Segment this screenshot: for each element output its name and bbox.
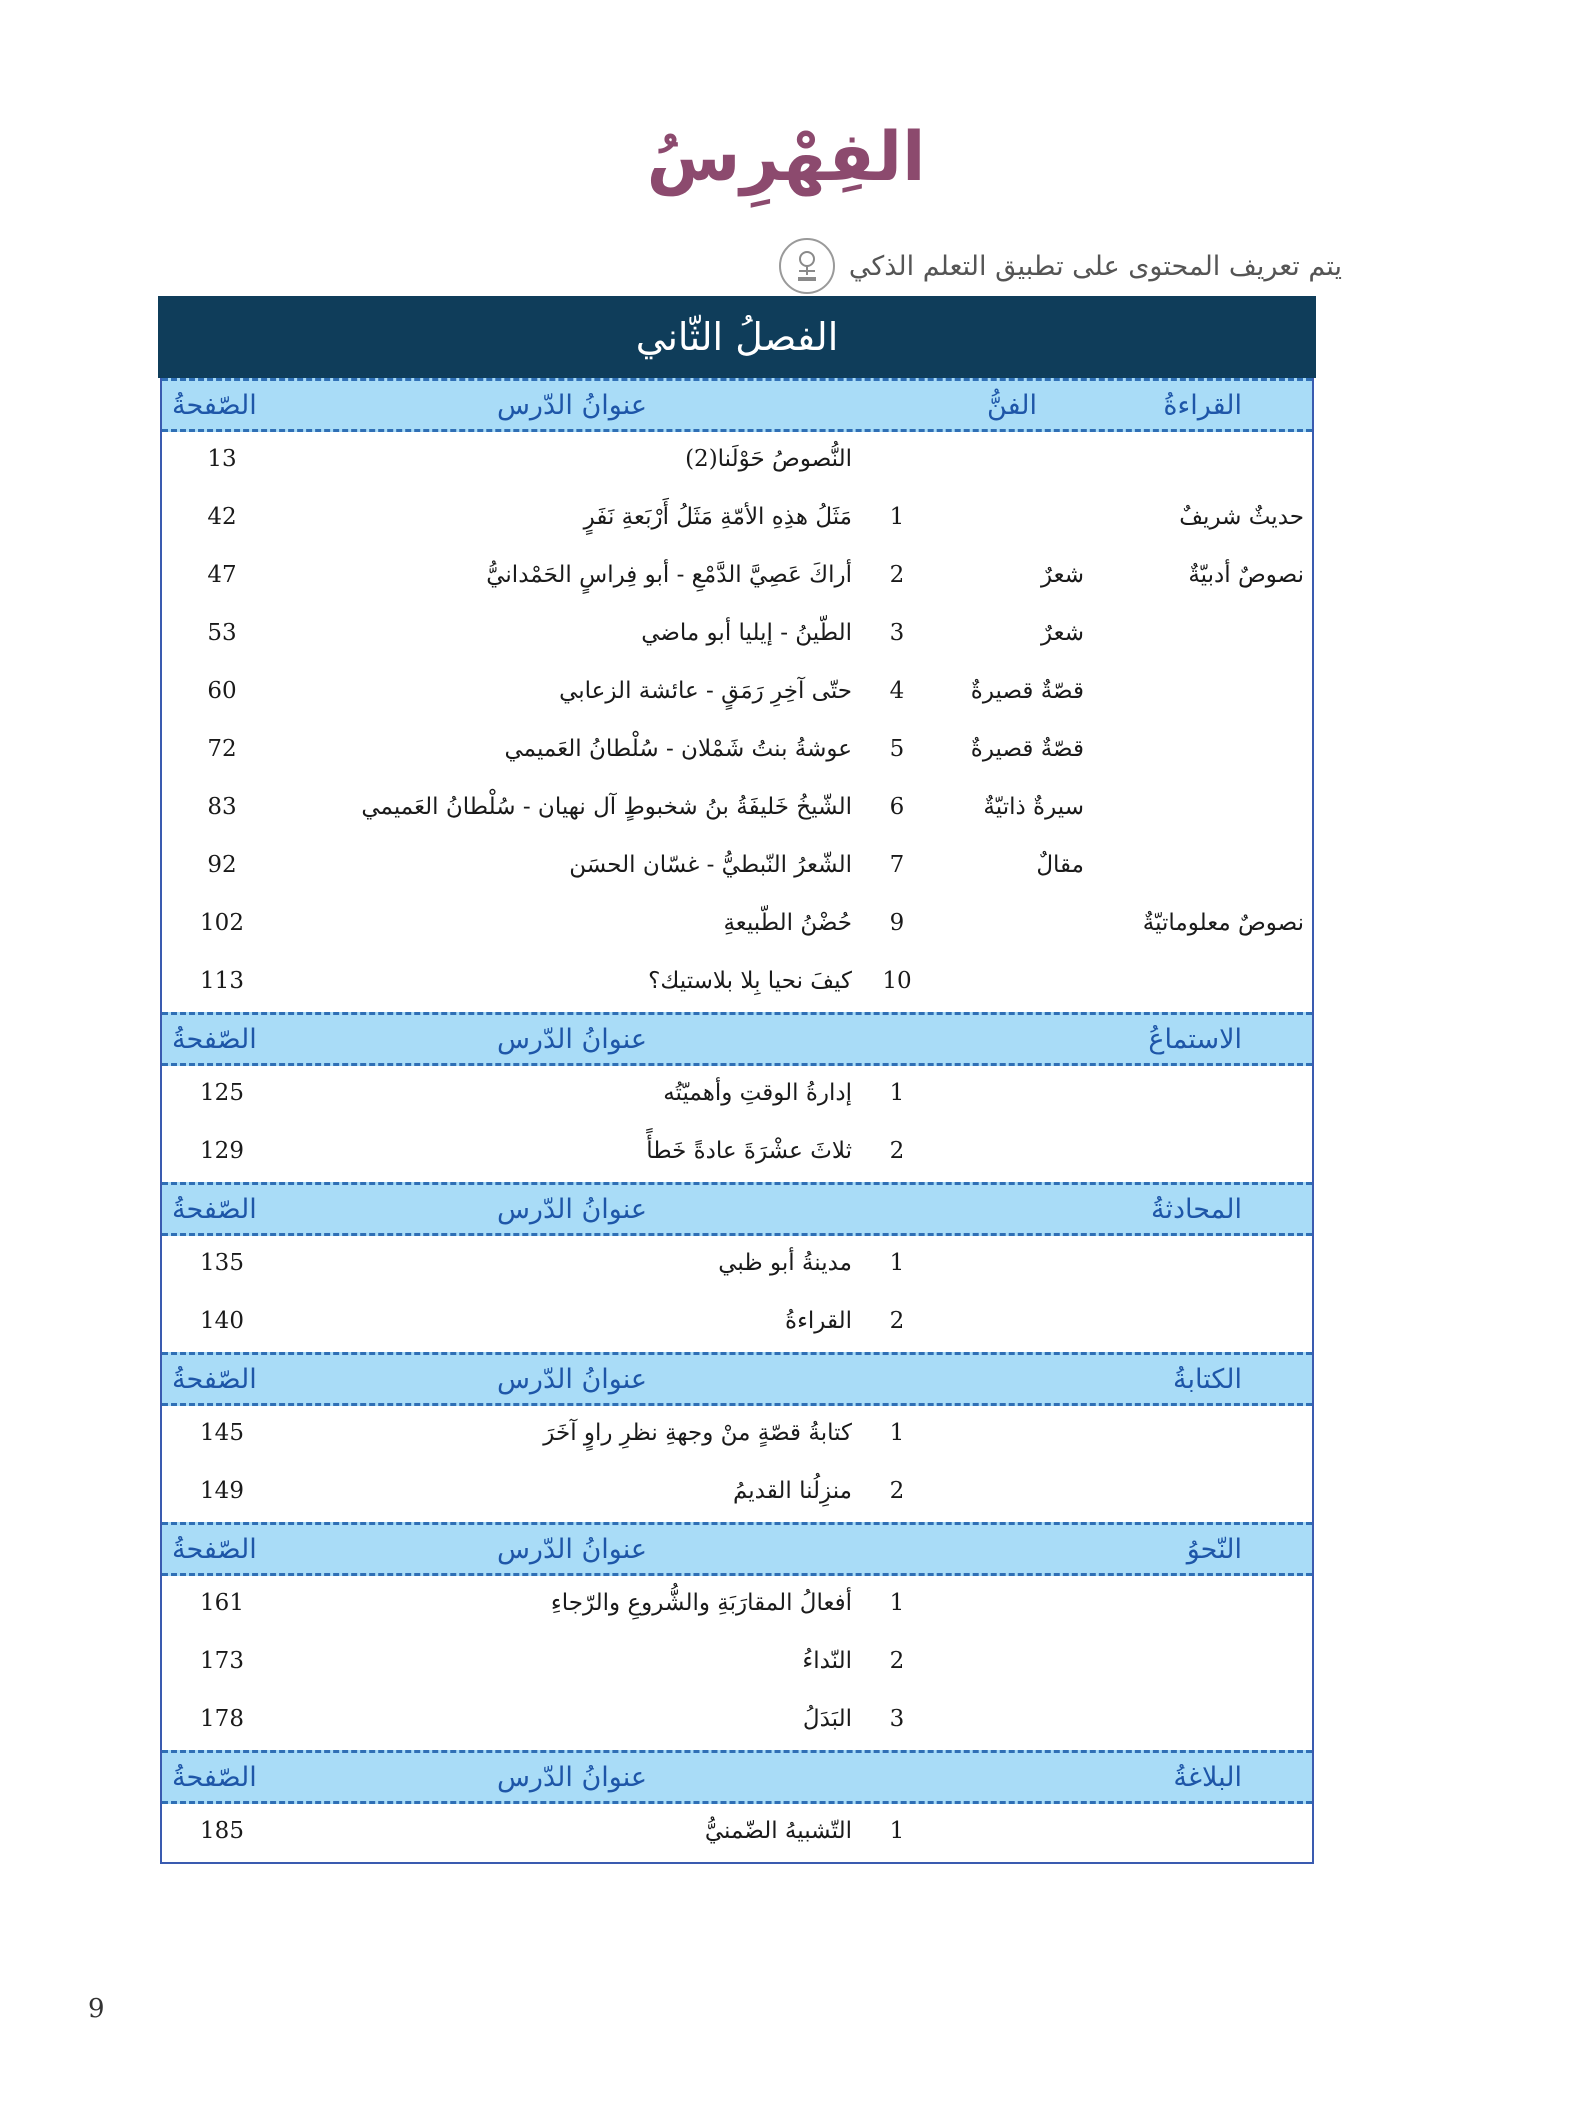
lesson-number: 2 — [889, 1478, 905, 1504]
lesson-title: أراكَ عَصِيَّ الدَّمْعِ - أبو فِراسٍ الحَمْدانيُّ — [486, 562, 852, 588]
section-header-label: الاستماعُ — [1148, 1024, 1242, 1055]
lesson-row[interactable] — [162, 722, 1312, 780]
lesson-page: 140 — [200, 1308, 244, 1334]
lesson-row[interactable] — [162, 954, 1312, 1012]
lesson-row[interactable] — [162, 1692, 1312, 1750]
lesson-title: ثلاثَ عشْرَةَ عادةً خَطأً — [646, 1138, 852, 1164]
page-header-label: الصّفحةُ — [172, 1024, 257, 1055]
lesson-title: الشّعرُ النّبطيُّ - غسّان الحسَن — [569, 852, 852, 878]
lesson-title: مَثَلُ هذِهِ الأمّةِ مَثَلُ أَرْبَعةِ نَفَرٍ — [583, 504, 852, 530]
lesson-page: 161 — [200, 1590, 244, 1616]
lesson-page: 129 — [200, 1138, 244, 1164]
section-header-label: البلاغةُ — [1173, 1762, 1242, 1793]
section-header-label: المحادثةُ — [1150, 1194, 1242, 1225]
lesson-number: 3 — [889, 620, 905, 646]
title-header-label: عنوانُ الدّرس — [496, 1364, 647, 1395]
art-cell: قصّةٌ قصيرةٌ — [970, 678, 1084, 704]
art-cell: شعرٌ — [1040, 620, 1084, 646]
lesson-number: 1 — [889, 504, 905, 530]
lesson-number: 6 — [889, 794, 905, 820]
lesson-title: حُضْنُ الطّبيعةِ — [723, 910, 852, 936]
lesson-row[interactable] — [162, 490, 1312, 548]
lesson-row[interactable] — [162, 1464, 1312, 1522]
title-header-label: عنوانُ الدّرس — [496, 1534, 647, 1565]
lesson-row[interactable] — [162, 664, 1312, 722]
lesson-row[interactable] — [162, 606, 1312, 664]
lesson-number: 1 — [889, 1420, 905, 1446]
lesson-number: 2 — [889, 1648, 905, 1674]
section-header — [162, 378, 1312, 432]
lesson-page: 92 — [207, 852, 237, 878]
lesson-page: 149 — [200, 1478, 244, 1504]
lesson-number: 1 — [889, 1590, 905, 1616]
lesson-row[interactable] — [162, 838, 1312, 896]
lesson-title: كيفَ نحيا بِلا بلاستيك؟ — [648, 968, 852, 994]
lesson-number: 1 — [889, 1818, 905, 1844]
lesson-title: الشّيخُ خَليفَةُ بنُ شخبوطٍ آل نهيان - سُلْطانُ العَميمي — [361, 794, 852, 820]
lesson-page: 13 — [207, 446, 237, 472]
lesson-number: 1 — [889, 1250, 905, 1276]
section-header — [162, 1522, 1312, 1576]
section-cell: حديثٌ شريفٌ — [1179, 504, 1304, 530]
section-header-label: الكتابةُ — [1172, 1364, 1242, 1395]
lesson-row[interactable] — [162, 1804, 1312, 1862]
lesson-page: 113 — [200, 968, 244, 994]
lesson-page: 72 — [207, 736, 237, 762]
smart-learning-logo-icon — [779, 238, 835, 294]
art-cell: سيرةٌ ذاتيّةٌ — [983, 794, 1084, 820]
smart-learning-note — [779, 236, 1342, 296]
lesson-row[interactable] — [162, 1066, 1312, 1124]
lesson-title: حتّى آخِرِ رَمَقٍ - عائشة الزعابي — [559, 678, 852, 704]
art-cell: شعرٌ — [1040, 562, 1084, 588]
lesson-number: 9 — [889, 910, 905, 936]
lesson-page: 185 — [200, 1818, 244, 1844]
lesson-title: القراءةُ — [785, 1308, 852, 1334]
lesson-number: 4 — [889, 678, 905, 704]
chapter-banner: الفصلُ الثّاني — [158, 296, 1316, 378]
page-header-label: الصّفحةُ — [172, 1364, 257, 1395]
section-header — [162, 1012, 1312, 1066]
art-cell: مقالٌ — [1036, 852, 1084, 878]
section-header-label: النّحوُ — [1186, 1534, 1242, 1565]
smart-learning-note-text: يتم تعريف المحتوى على تطبيق التعلم الذكي — [848, 250, 1342, 282]
lesson-title: كتابةُ قصّةٍ منْ وجهةِ نظرِ راوٍ آخَرَ — [543, 1420, 852, 1446]
page-header-label: الصّفحةُ — [172, 390, 257, 421]
lesson-number: 10 — [882, 968, 912, 994]
lesson-number: 5 — [889, 736, 905, 762]
lesson-title: أفعالُ المقارَبَةِ والشُّروعِ والرّجاءِ — [550, 1590, 852, 1616]
lesson-page: 83 — [207, 794, 237, 820]
lesson-title: التّشبيهُ الضّمنيُّ — [704, 1818, 852, 1844]
lesson-row[interactable] — [162, 548, 1312, 606]
lesson-row[interactable] — [162, 1124, 1312, 1182]
title-header-label: عنوانُ الدّرس — [496, 390, 647, 421]
lesson-title: النّداءُ — [802, 1648, 852, 1674]
section-header — [162, 1182, 1312, 1236]
toc-table — [160, 378, 1314, 1864]
lesson-title: الطّينُ - إيليا أبو ماضي — [641, 620, 852, 646]
lesson-title: منزِلُنا القديمُ — [732, 1478, 852, 1504]
lesson-number: 2 — [889, 1138, 905, 1164]
lesson-row[interactable] — [162, 1294, 1312, 1352]
lesson-row[interactable] — [162, 1406, 1312, 1464]
lesson-title: النُّصوصُ حَوْلَنا(2) — [685, 446, 852, 472]
lesson-number: 2 — [889, 1308, 905, 1334]
section-header-label: القراءةُ — [1163, 390, 1242, 421]
lesson-number: 2 — [889, 562, 905, 588]
lesson-page: 145 — [200, 1420, 244, 1446]
lesson-row[interactable] — [162, 1634, 1312, 1692]
lesson-number: 1 — [889, 1080, 905, 1106]
lesson-title: عوشةُ بنتُ شَمْلان - سُلْطانُ العَميمي — [504, 736, 852, 762]
title-header-label: عنوانُ الدّرس — [496, 1762, 647, 1793]
lesson-page: 135 — [200, 1250, 244, 1276]
lesson-page: 125 — [200, 1080, 244, 1106]
lesson-title: إدارةُ الوقتِ وأهميّتُه — [663, 1080, 852, 1106]
page-header-label: الصّفحةُ — [172, 1194, 257, 1225]
section-cell: نصوصٌ معلوماتيّةٌ — [1142, 910, 1304, 936]
lesson-row[interactable] — [162, 1236, 1312, 1294]
lesson-page: 178 — [200, 1706, 244, 1732]
lesson-row[interactable] — [162, 896, 1312, 954]
lesson-number: 3 — [889, 1706, 905, 1732]
lesson-page: 53 — [207, 620, 237, 646]
page-title: الفِهْرِسُ — [646, 118, 926, 197]
lesson-number: 7 — [889, 852, 905, 878]
page-header-label: الصّفحةُ — [172, 1762, 257, 1793]
section-cell: نصوصٌ أدبيّةٌ — [1188, 562, 1304, 588]
lesson-page: 102 — [200, 910, 244, 936]
lesson-title: مدينةُ أبو ظبي — [718, 1250, 852, 1276]
table-of-contents — [158, 296, 1316, 1864]
title-header-label: عنوانُ الدّرس — [496, 1194, 647, 1225]
lesson-page: 60 — [207, 678, 237, 704]
art-cell: قصّةٌ قصيرةٌ — [970, 736, 1084, 762]
page-number: 9 — [88, 1994, 105, 2024]
lesson-row[interactable] — [162, 1576, 1312, 1634]
page-header-label: الصّفحةُ — [172, 1534, 257, 1565]
lesson-row[interactable] — [162, 432, 1312, 490]
title-header-label: عنوانُ الدّرس — [496, 1024, 647, 1055]
section-header — [162, 1352, 1312, 1406]
lesson-title: البَدَلُ — [802, 1706, 852, 1732]
lesson-page: 47 — [207, 562, 237, 588]
lesson-page: 42 — [207, 504, 237, 530]
lesson-page: 173 — [200, 1648, 244, 1674]
lesson-row[interactable] — [162, 780, 1312, 838]
art-header-label: الفنُّ — [987, 390, 1037, 421]
section-header — [162, 1750, 1312, 1804]
